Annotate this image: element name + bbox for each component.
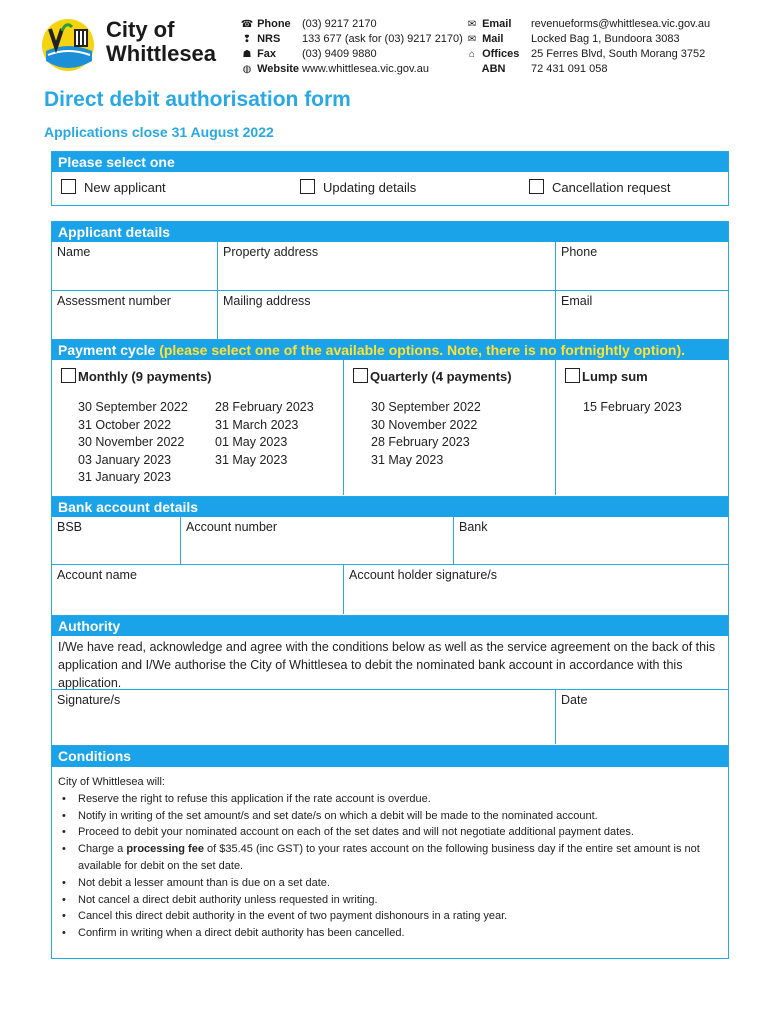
payment-date: 03 January 2023 [78,452,172,467]
payment-date: 01 May 2023 [215,435,288,449]
field-label: BSB [57,520,83,534]
field-label: Signature/s [57,693,121,707]
payment-date: 28 February 2023 [215,400,314,414]
applicant-details-section [51,221,729,340]
field-label: Mailing address [223,294,311,308]
field-label: Assessment number [57,294,171,308]
header [0,0,770,86]
assessment-number-field[interactable] [52,291,218,339]
contact-fax [240,47,463,62]
payment-date: 31 March 2023 [215,417,299,432]
account-number-field[interactable] [181,517,454,565]
website-link[interactable]: www.whittlesea.vic.gov.au [302,63,429,75]
contact-value: Locked Bag 1, Bundoora 3083 [531,33,680,45]
website-icon: ◍ [242,64,252,75]
select-one-section [51,151,729,206]
contact-details-left [240,17,463,77]
section-heading: Applicant details [52,222,728,242]
field-label: Email [561,294,593,308]
conditions-body [58,774,724,942]
contact-email [465,17,710,32]
contact-label: NRS [257,33,281,45]
field-label: Account holder signature/s [349,568,498,582]
condition-item: • Not debit a lesser amount than is due on a set date. [58,875,724,892]
field-label: Account name [57,568,137,582]
nrs-icon: ❢ [242,34,252,45]
city-logo [40,15,230,73]
authority-section [51,616,729,746]
fee-text-pre: Charge a [78,843,127,856]
option-label: Quarterly (4 payments) [370,369,512,384]
property-address-field[interactable] [218,242,556,291]
section-heading: Conditions [52,746,728,767]
condition-item: • Reserve the right to refuse this application if the rate account is overdue. [58,791,724,808]
monthly-dates-col-2 [215,399,314,469]
contact-value: 25 Ferres Blvd, South Morang 3752 [531,48,706,60]
email-icon: ✉ [467,19,477,30]
contact-value: 72 431 091 058 [531,63,608,75]
conditions-section [51,746,729,959]
bank-field[interactable] [454,517,728,565]
quarterly-checkbox[interactable] [353,368,368,383]
fee-text-post: of $35.45 (inc GST) to your rates account on the following business day if the entire set amount is not available for debit on the set date. [78,843,700,872]
option-updating-details[interactable] [300,179,416,195]
option-new-applicant[interactable] [61,179,166,195]
offices-icon: ⌂ [468,49,476,60]
field-label: Account number [186,520,278,534]
contact-label: Phone [257,18,291,30]
payment-heading: Payment cycle [58,342,156,358]
payment-date: 30 November 2022 [78,435,185,449]
new-applicant-checkbox[interactable] [61,179,76,194]
form-subtitle: Applications close 31 August 2022 [44,124,274,140]
contact-label: Mail [482,33,504,45]
lump-sum-checkbox[interactable] [565,368,580,383]
contact-website [240,62,463,77]
conditions-intro: City of Whittlesea will: [58,776,165,788]
conditions-list [58,791,724,942]
payment-date: 30 September 2022 [371,400,481,414]
section-heading [52,340,728,360]
fax-icon: ☗ [242,49,252,60]
email-link[interactable]: revenueforms@whittlesea.vic.gov.au [531,18,711,30]
account-name-field[interactable] [52,565,344,614]
payment-date: 31 October 2022 [78,417,172,432]
condition-item-fee [58,841,724,875]
logo-line-1: City of [106,17,175,42]
mailing-address-field[interactable] [218,291,556,339]
contact-value: (03) 9217 2170 [302,18,377,30]
option-label: Lump sum [582,369,648,384]
section-heading: Authority [52,616,728,636]
updating-details-checkbox[interactable] [300,179,315,194]
lump-sum-dates [583,399,682,417]
account-holder-signature-field[interactable] [344,565,728,614]
condition-item: • Proceed to debit your nominated account on each of the set dates and will not negotiate additional payment dates. [58,824,724,841]
mail-icon: ✉ [467,34,477,45]
city-logo-text [106,18,216,66]
payment-note: (please select one of the available options. Note, there is no fortnightly option). [159,342,686,358]
condition-item: • Confirm in writing when a direct debit authority has been cancelled. [58,925,724,942]
section-heading: Bank account details [52,497,728,517]
contact-mail [465,32,710,47]
contact-offices [465,47,710,62]
contact-label: Website [257,63,300,75]
option-label: Updating details [323,180,417,195]
option-label: Cancellation request [552,180,671,195]
contact-phone [240,17,463,32]
fee-text-bold: processing fee [126,843,204,856]
contact-abn [465,62,710,77]
contact-details-right [465,17,710,77]
contact-nrs [240,32,463,47]
bank-account-section [51,497,729,616]
condition-item: • Notify in writing of the set amount/s and set date/s on which a debit will be made to the nominated account. [58,808,724,825]
option-cancellation-request[interactable] [529,179,671,195]
condition-item: • Cancel this direct debit authority in the event of two payment dishonours in a rating year. [58,908,724,925]
payment-date: 28 February 2023 [371,435,470,449]
signature-field[interactable] [52,689,556,744]
city-logo-icon [40,17,98,73]
payment-date: 15 February 2023 [583,400,682,414]
monthly-checkbox[interactable] [61,368,76,383]
contact-value: (03) 9409 9880 [302,48,377,60]
payment-cycle-section [51,340,729,497]
payment-date: 30 September 2022 [78,400,188,414]
phone-icon: ☎ [240,19,254,30]
phone-field[interactable] [556,242,728,291]
contact-value: 133 677 (ask for (03) 9217 2170) [302,33,463,45]
field-label: Date [561,693,588,707]
date-field[interactable] [556,689,728,744]
cancellation-request-checkbox[interactable] [529,179,544,194]
contact-label: Offices [482,48,520,60]
bsb-field[interactable] [52,517,181,565]
contact-label: Email [482,18,512,30]
quarterly-option[interactable] [353,368,512,384]
logo-line-2: Whittlesea [106,41,217,66]
quarterly-dates [371,399,481,469]
email-field[interactable] [556,291,728,339]
monthly-option[interactable] [61,368,212,384]
option-label: Monthly (9 payments) [78,369,212,384]
contact-label: ABN [481,63,506,75]
field-label: Bank [459,520,488,534]
section-heading: Please select one [52,152,728,172]
field-label: Phone [561,245,598,259]
lump-sum-option[interactable] [565,368,648,384]
field-label: Name [57,245,91,259]
monthly-dates-col-1 [78,399,188,487]
authority-statement: I/We have read, acknowledge and agree with the conditions below as well as the service agreement on the back of this application and I/We authorise the City of Whittlesea to debit the nominated bank account in accordance with this application. [58,640,716,690]
payment-date: 31 January 2023 [78,470,172,484]
payment-date: 31 May 2023 [215,452,288,467]
payment-date: 30 November 2022 [371,417,478,432]
condition-item: • Not cancel a direct debit authority unless requested in writing. [58,892,724,909]
field-label: Property address [223,245,319,259]
contact-label: Fax [257,48,277,60]
name-field[interactable] [52,242,218,291]
option-label: New applicant [84,180,166,195]
payment-date: 31 May 2023 [371,452,444,467]
form-title: Direct debit authorisation form [44,88,351,111]
